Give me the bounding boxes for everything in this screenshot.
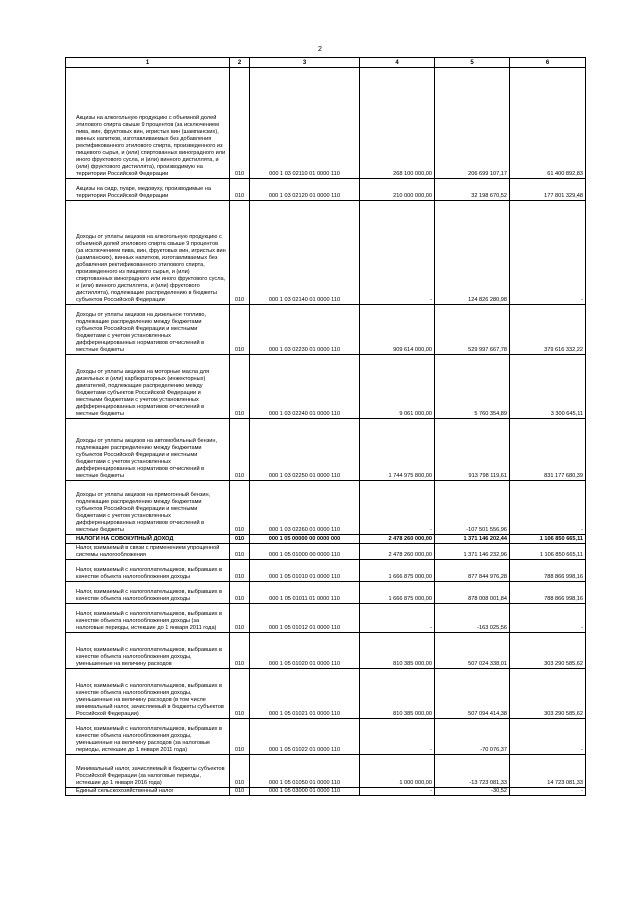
table-row <box>66 535 586 544</box>
row-kbk-cell: 000 1 03 02140 01 0000 110 <box>250 201 360 305</box>
row-code-cell: 010 <box>230 355 250 419</box>
row-code-cell: 010 <box>230 582 250 604</box>
row-remaining-cell: 1 106 850 665,11 <box>510 544 586 560</box>
row-name-cell <box>66 201 230 305</box>
row-name-cell <box>66 755 230 788</box>
row-name-cell <box>66 305 230 355</box>
row-executed-cell: 5 760 354,89 <box>435 355 510 419</box>
row-remaining-cell: 3 300 645,11 <box>510 355 586 419</box>
row-executed-cell: -163 025,56 <box>435 604 510 633</box>
row-kbk-cell: 000 1 05 01021 01 0000 110 <box>250 669 360 719</box>
table-row <box>66 633 586 669</box>
row-code-cell: 010 <box>230 68 250 179</box>
row-name-text: Налог, взимаемый с налогоплательщиков, выбравших в качестве объекта налогообложения доходы (за налоговые периоды, истекшие до 1 января 2011 года) <box>76 611 222 632</box>
row-name-text: Налог, взимаемый с налогоплательщиков, выбравших в качестве объекта налогообложения доходы, уменьшенные на величину расходов (за налоговые периоды, истекшие до 1 января 2011 года) <box>76 726 222 754</box>
row-executed-cell: 124 826 280,98 <box>435 201 510 305</box>
row-remaining-cell: - <box>510 788 586 796</box>
row-kbk-cell: 000 1 03 02230 01 0000 110 <box>250 305 360 355</box>
row-plan-cell: 810 385 000,00 <box>360 669 435 719</box>
row-remaining-cell: 303 290 585,62 <box>510 669 586 719</box>
row-name-cell <box>66 355 230 419</box>
row-name-cell <box>66 419 230 481</box>
row-name-cell <box>66 544 230 560</box>
row-executed-cell: -70 076,37 <box>435 719 510 755</box>
row-name-cell <box>66 560 230 582</box>
row-kbk-cell: 000 1 05 01022 01 0000 110 <box>250 719 360 755</box>
row-name-cell <box>66 68 230 179</box>
table-header-row <box>66 58 586 68</box>
row-executed-cell: 878 008 001,84 <box>435 582 510 604</box>
row-executed-cell: 32 198 670,52 <box>435 179 510 201</box>
row-plan-cell: - <box>360 604 435 633</box>
row-remaining-cell: - <box>510 201 586 305</box>
row-remaining-cell: 788 866 998,16 <box>510 560 586 582</box>
table-row <box>66 68 586 179</box>
row-remaining-cell: 831 177 680,39 <box>510 419 586 481</box>
row-executed-cell: 1 371 146 232,96 <box>435 544 510 560</box>
row-kbk-cell: 000 1 05 01000 00 0000 110 <box>250 544 360 560</box>
row-code-cell: 010 <box>230 755 250 788</box>
row-code-cell: 010 <box>230 788 250 796</box>
row-kbk-cell: 000 1 05 00000 00 0000 000 <box>250 535 360 544</box>
row-name-text: Налог, взимаемый с налогоплательщиков, выбравших в качестве объекта налогообложения доходы, уменьшенные на величину расходов (в том числе минимальный налог, зачисляемый в бюджеты субъектов Российской Федерации) <box>76 683 224 718</box>
row-code-cell: 010 <box>230 719 250 755</box>
row-kbk-cell: 000 1 05 01012 01 0000 110 <box>250 604 360 633</box>
table-row <box>66 719 586 755</box>
table-row <box>66 669 586 719</box>
row-remaining-cell: - <box>510 481 586 535</box>
row-code-cell: 010 <box>230 669 250 719</box>
row-plan-cell: - <box>360 788 435 796</box>
row-remaining-cell: - <box>510 604 586 633</box>
revenue-table <box>65 57 586 796</box>
row-code-cell: 010 <box>230 544 250 560</box>
row-kbk-cell: 000 1 03 02120 01 0000 110 <box>250 179 360 201</box>
row-remaining-cell: 177 801 329,48 <box>510 179 586 201</box>
row-plan-cell: 909 614 000,00 <box>360 305 435 355</box>
row-name-cell <box>66 788 230 796</box>
row-remaining-cell: 788 866 998,16 <box>510 582 586 604</box>
table-row <box>66 544 586 560</box>
row-name-text: Доходы от уплаты акцизов на автомобильный бензин, подлежащие распределению между бюджетами субъектов Российской Федерации и местными бюджетами с учетом установленных дифференцированных нормативов отчислений в местные бюджеты <box>76 438 218 480</box>
table-row <box>66 481 586 535</box>
table-row <box>66 755 586 788</box>
row-executed-cell: -107 501 556,96 <box>435 481 510 535</box>
row-name-text: Налог, взимаемый в связи с применением упрощенной системы налогообложения <box>76 545 220 559</box>
row-name-text: Доходы от уплаты акцизов на дизельное топливо, подлежащие распределению между бюджетами субъектов Российской Федерации и местными бюджетами с учетом установленных дифференцированных нормативов отчислений в местные бюджеты <box>76 312 207 354</box>
table-row <box>66 201 586 305</box>
row-plan-cell: 2 478 260 000,00 <box>360 544 435 560</box>
row-name-cell <box>66 604 230 633</box>
row-plan-cell: - <box>360 481 435 535</box>
row-code-cell: 010 <box>230 305 250 355</box>
table-row <box>66 788 586 796</box>
row-plan-cell: 810 385 000,00 <box>360 633 435 669</box>
row-plan-cell: 1 666 875 000,00 <box>360 560 435 582</box>
row-executed-cell: 1 371 146 202,44 <box>435 535 510 544</box>
column-header: 3 <box>250 58 360 68</box>
row-remaining-cell: 1 106 850 665,11 <box>510 535 586 544</box>
row-kbk-cell: 000 1 03 02110 01 0000 110 <box>250 68 360 179</box>
row-code-cell: 010 <box>230 604 250 633</box>
column-header: 1 <box>66 58 230 68</box>
row-kbk-cell: 000 1 03 02240 01 0000 110 <box>250 355 360 419</box>
row-name-text: Налог, взимаемый с налогоплательщиков, выбравших в качестве объекта налогообложения доходы <box>76 567 222 581</box>
row-kbk-cell: 000 1 03 02260 01 0000 110 <box>250 481 360 535</box>
row-name-text: Налог, взимаемый с налогоплательщиков, выбравших в качестве объекта налогообложения доходы, уменьшенные на величину расходов <box>76 647 222 668</box>
row-name-cell <box>66 179 230 201</box>
table-body <box>66 68 586 796</box>
row-name-cell <box>66 582 230 604</box>
row-name-text: Доходы от уплаты акцизов на моторные масла для дизельных и (или) карбюраторных (инжекторных) двигателей, подлежащие распределению между бюджетами субъектов Российской Федерации и местными бюджетами с учетом установленных дифференцированных нормативов отчислений в местные бюджеты <box>76 369 210 418</box>
column-header: 4 <box>360 58 435 68</box>
row-remaining-cell: - <box>510 719 586 755</box>
row-plan-cell: 1 744 975 800,00 <box>360 419 435 481</box>
row-remaining-cell: 303 290 585,62 <box>510 633 586 669</box>
row-name-text: Акцизы на алкогольную продукцию с объемной долей этилового спирта свыше 9 процентов (за исключением пива, вин, фруктовых вин, игристых вин (шампанских), винных напитков, изготавливаемых без добавления ректификованного этилового спирта, произведенного из пищевого сырья, и (или) спиртованных виноградного или иного фруктового сусла, и (или) винного дистиллята, и (или) фруктового дистиллята), производимую на территории Российской Федерации <box>76 115 226 178</box>
row-kbk-cell: 000 1 05 03000 01 0000 110 <box>250 788 360 796</box>
table-row <box>66 179 586 201</box>
row-name-text: Доходы от уплаты акцизов на прямогонный бензин, подлежащие распределению между бюджетами субъектов Российской Федерации и местными бюджетами с учетом установленных дифференцированных нормативов отчислений в местные бюджеты <box>76 492 211 534</box>
row-name-cell <box>66 719 230 755</box>
row-executed-cell: -30,52 <box>435 788 510 796</box>
row-executed-cell: 877 844 976,28 <box>435 560 510 582</box>
row-executed-cell: 206 699 107,17 <box>435 68 510 179</box>
row-name-text: Минимальный налог, зачисляемый в бюджеты субъектов Российской Федерации (за налоговые периоды, истекшие до 1 января 2016 года) <box>76 766 225 787</box>
row-name-text: НАЛОГИ НА СОВОКУПНЫЙ ДОХОД <box>76 536 174 543</box>
row-kbk-cell: 000 1 05 01011 01 0000 110 <box>250 582 360 604</box>
row-name-cell <box>66 535 230 544</box>
row-executed-cell: 507 094 414,38 <box>435 669 510 719</box>
row-code-cell: 010 <box>230 535 250 544</box>
row-name-cell <box>66 633 230 669</box>
row-remaining-cell: 379 616 332,22 <box>510 305 586 355</box>
row-kbk-cell: 000 1 03 02250 01 0000 110 <box>250 419 360 481</box>
row-name-cell <box>66 481 230 535</box>
row-name-text: Налог, взимаемый с налогоплательщиков, выбравших в качестве объекта налогообложения доходы <box>76 589 222 603</box>
row-name-cell <box>66 669 230 719</box>
row-name-text: Доходы от уплаты акцизов на алкогольную продукцию с объемной долей этилового спирта свыше 9 процентов (за исключением пива, вин, фруктовых вин, игристых вин (шампанских), винных напитков, изготавливаемых без добавления ректификованного этилового спирта, произведенного из пищевого сырья, и (или) спиртованных виноградного или иного фруктового сусла, и (или) винного дистиллята, и (или) фруктового дистиллята), подлежащие распределению в бюджеты субъектов Российской Федерации <box>76 234 226 304</box>
row-executed-cell: 507 024 338,01 <box>435 633 510 669</box>
table-row <box>66 560 586 582</box>
row-kbk-cell: 000 1 05 01020 01 0000 110 <box>250 633 360 669</box>
row-code-cell: 010 <box>230 633 250 669</box>
row-code-cell: 010 <box>230 201 250 305</box>
row-name-text: Акцизы на сидр, пуаре, медовуху, производимые на территории Российской Федерации <box>76 186 211 200</box>
table-row <box>66 355 586 419</box>
row-plan-cell: 9 061 000,00 <box>360 355 435 419</box>
row-plan-cell: 268 100 000,00 <box>360 68 435 179</box>
row-code-cell: 010 <box>230 560 250 582</box>
table-row <box>66 305 586 355</box>
row-code-cell: 010 <box>230 419 250 481</box>
column-header: 6 <box>510 58 586 68</box>
row-plan-cell: 210 000 000,00 <box>360 179 435 201</box>
row-executed-cell: 529 997 667,78 <box>435 305 510 355</box>
row-remaining-cell: 14 723 081,33 <box>510 755 586 788</box>
row-executed-cell: 913 798 119,61 <box>435 419 510 481</box>
row-plan-cell: - <box>360 719 435 755</box>
row-kbk-cell: 000 1 05 01050 01 0000 110 <box>250 755 360 788</box>
table-row <box>66 419 586 481</box>
row-code-cell: 010 <box>230 179 250 201</box>
row-executed-cell: -13 723 081,33 <box>435 755 510 788</box>
column-header: 2 <box>230 58 250 68</box>
row-plan-cell: 1 666 875 000,00 <box>360 582 435 604</box>
page-number: 2 <box>318 46 322 53</box>
row-plan-cell: 1 000 000,00 <box>360 755 435 788</box>
row-remaining-cell: 61 400 892,83 <box>510 68 586 179</box>
column-header: 5 <box>435 58 510 68</box>
row-plan-cell: - <box>360 201 435 305</box>
table-row <box>66 582 586 604</box>
table-row <box>66 604 586 633</box>
row-name-text: Единый сельскохозяйственный налог <box>76 788 174 795</box>
row-code-cell: 010 <box>230 481 250 535</box>
row-plan-cell: 2 478 260 000,00 <box>360 535 435 544</box>
row-kbk-cell: 000 1 05 01010 01 0000 110 <box>250 560 360 582</box>
